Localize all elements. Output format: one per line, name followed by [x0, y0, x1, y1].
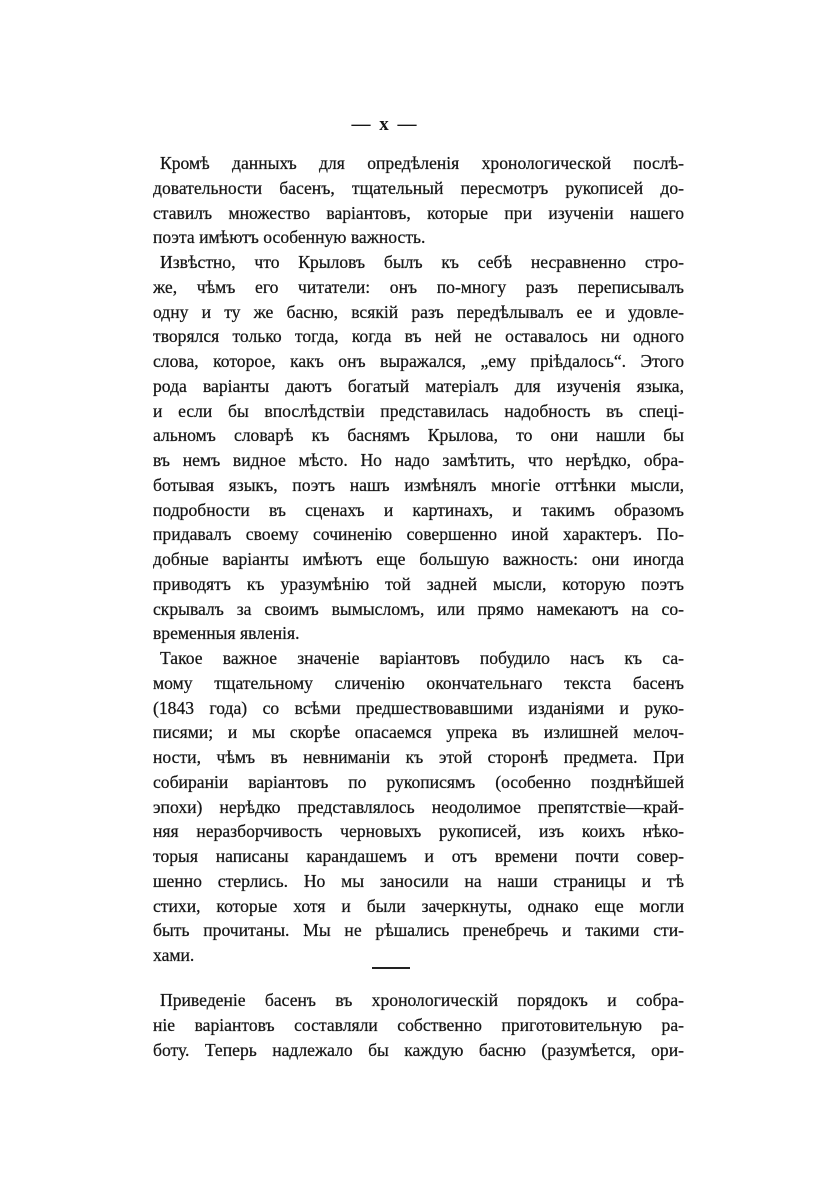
paragraph: [153, 250, 684, 646]
text-line: въ немъ видное мѣсто. Но надо замѣтить, что нерѣдко, обра-: [153, 450, 684, 470]
text-line: собираніи варіантовъ по рукописямъ (особенно позднѣйшей: [153, 771, 684, 792]
text-line: рода варіанты даютъ богатый матеріалъ для изученія языка,: [153, 375, 684, 396]
paragraph: [153, 988, 684, 1062]
text-line: ботывая языкъ, поэтъ нашъ измѣнялъ многіе оттѣнки мысли,: [153, 474, 684, 495]
text-line: творялся только тогда, когда въ ней не оставалось ни одного: [153, 326, 684, 347]
text-line: поэта имѣютъ особенную важность.: [153, 227, 426, 248]
text-line: торыя написаны карандашемъ и отъ времени почти совер-: [153, 846, 684, 866]
text-line: Кромѣ данныхъ для опредѣленія хронологической послѣ-: [160, 153, 684, 173]
text-block-after-divider: [153, 988, 684, 1062]
text-line: ставилъ множество варіантовъ, которые при изученіи нашего: [153, 202, 684, 223]
paragraph: [153, 646, 684, 968]
text-line: скрывалъ за своимъ вымысломъ, или прямо намекаютъ на со-: [153, 598, 684, 619]
text-line: подробности въ сценахъ и картинахъ, и такимъ образомъ: [153, 499, 684, 520]
text-line: писями; и мы скорѣе опасаемся упрека въ излишней мелоч-: [153, 722, 684, 743]
text-line: Извѣстно, что Крыловъ былъ къ себѣ несравненно стро-: [160, 252, 684, 272]
text-line: придавалъ своему сочиненію совершенно иной характеръ. По-: [153, 524, 684, 545]
text-line: хами.: [153, 945, 195, 965]
section-divider: [372, 967, 410, 969]
text-line: шенно стерлись. Но мы заносили на наши страницы и тѣ: [153, 870, 684, 891]
paragraph: [153, 151, 684, 250]
text-line: временныя явленія.: [153, 623, 300, 644]
page-number: — x —: [351, 114, 419, 135]
text-line: быть прочитаны. Мы не рѣшались пренебречь и такими сти-: [153, 920, 684, 941]
text-line: Такое важное значеніе варіантовъ побудило насъ къ са-: [160, 648, 684, 668]
text-line: боту. Теперь надлежало бы каждую басню (разумѣется, ори-: [153, 1039, 684, 1060]
text-line: слова, которое, какъ онъ выражался, „ему пріѣдалось“. Этого: [153, 351, 684, 371]
text-block-main: [153, 151, 684, 968]
text-line: же, чѣмъ его читатели: онъ по-многу разъ переписывалъ: [153, 276, 684, 297]
text-line: довательности басенъ, тщательный пересмотръ рукописей до-: [153, 177, 684, 198]
text-line: добные варіанты имѣютъ еще большую важность: они иногда: [153, 549, 684, 569]
text-line: ніе варіантовъ составляли собственно приготовительную ра-: [153, 1014, 684, 1035]
text-line: альномъ словарѣ къ баснямъ Крылова, то они нашли бы: [153, 425, 684, 446]
text-line: (1843 года) со всѣми предшествовавшими изданіями и руко-: [153, 697, 684, 718]
text-line: мому тщательному сличенію окончательнаго текста басенъ: [153, 672, 684, 693]
text-line: одну и ту же басню, всякій разъ передѣлывалъ ее и удовле-: [153, 301, 684, 322]
text-line: эпохи) нерѣдко представлялось неодолимое препятствіе—край-: [153, 796, 684, 817]
text-line: и если бы впослѣдствіи представилась надобность въ спеці-: [153, 400, 684, 421]
text-line: няя неразборчивость черновыхъ рукописей, изъ коихъ нѣко-: [153, 821, 684, 842]
text-line: ности, чѣмъ въ невниманіи къ этой сторонѣ предмета. При: [153, 747, 684, 767]
text-line: приводятъ къ уразумѣнію той задней мысли, которую поэтъ: [153, 573, 684, 594]
text-line: стихи, которые хотя и были зачеркнуты, однако еще могли: [153, 895, 684, 916]
text-line: Приведеніе басенъ въ хронологическій порядокъ и собра-: [160, 990, 684, 1010]
